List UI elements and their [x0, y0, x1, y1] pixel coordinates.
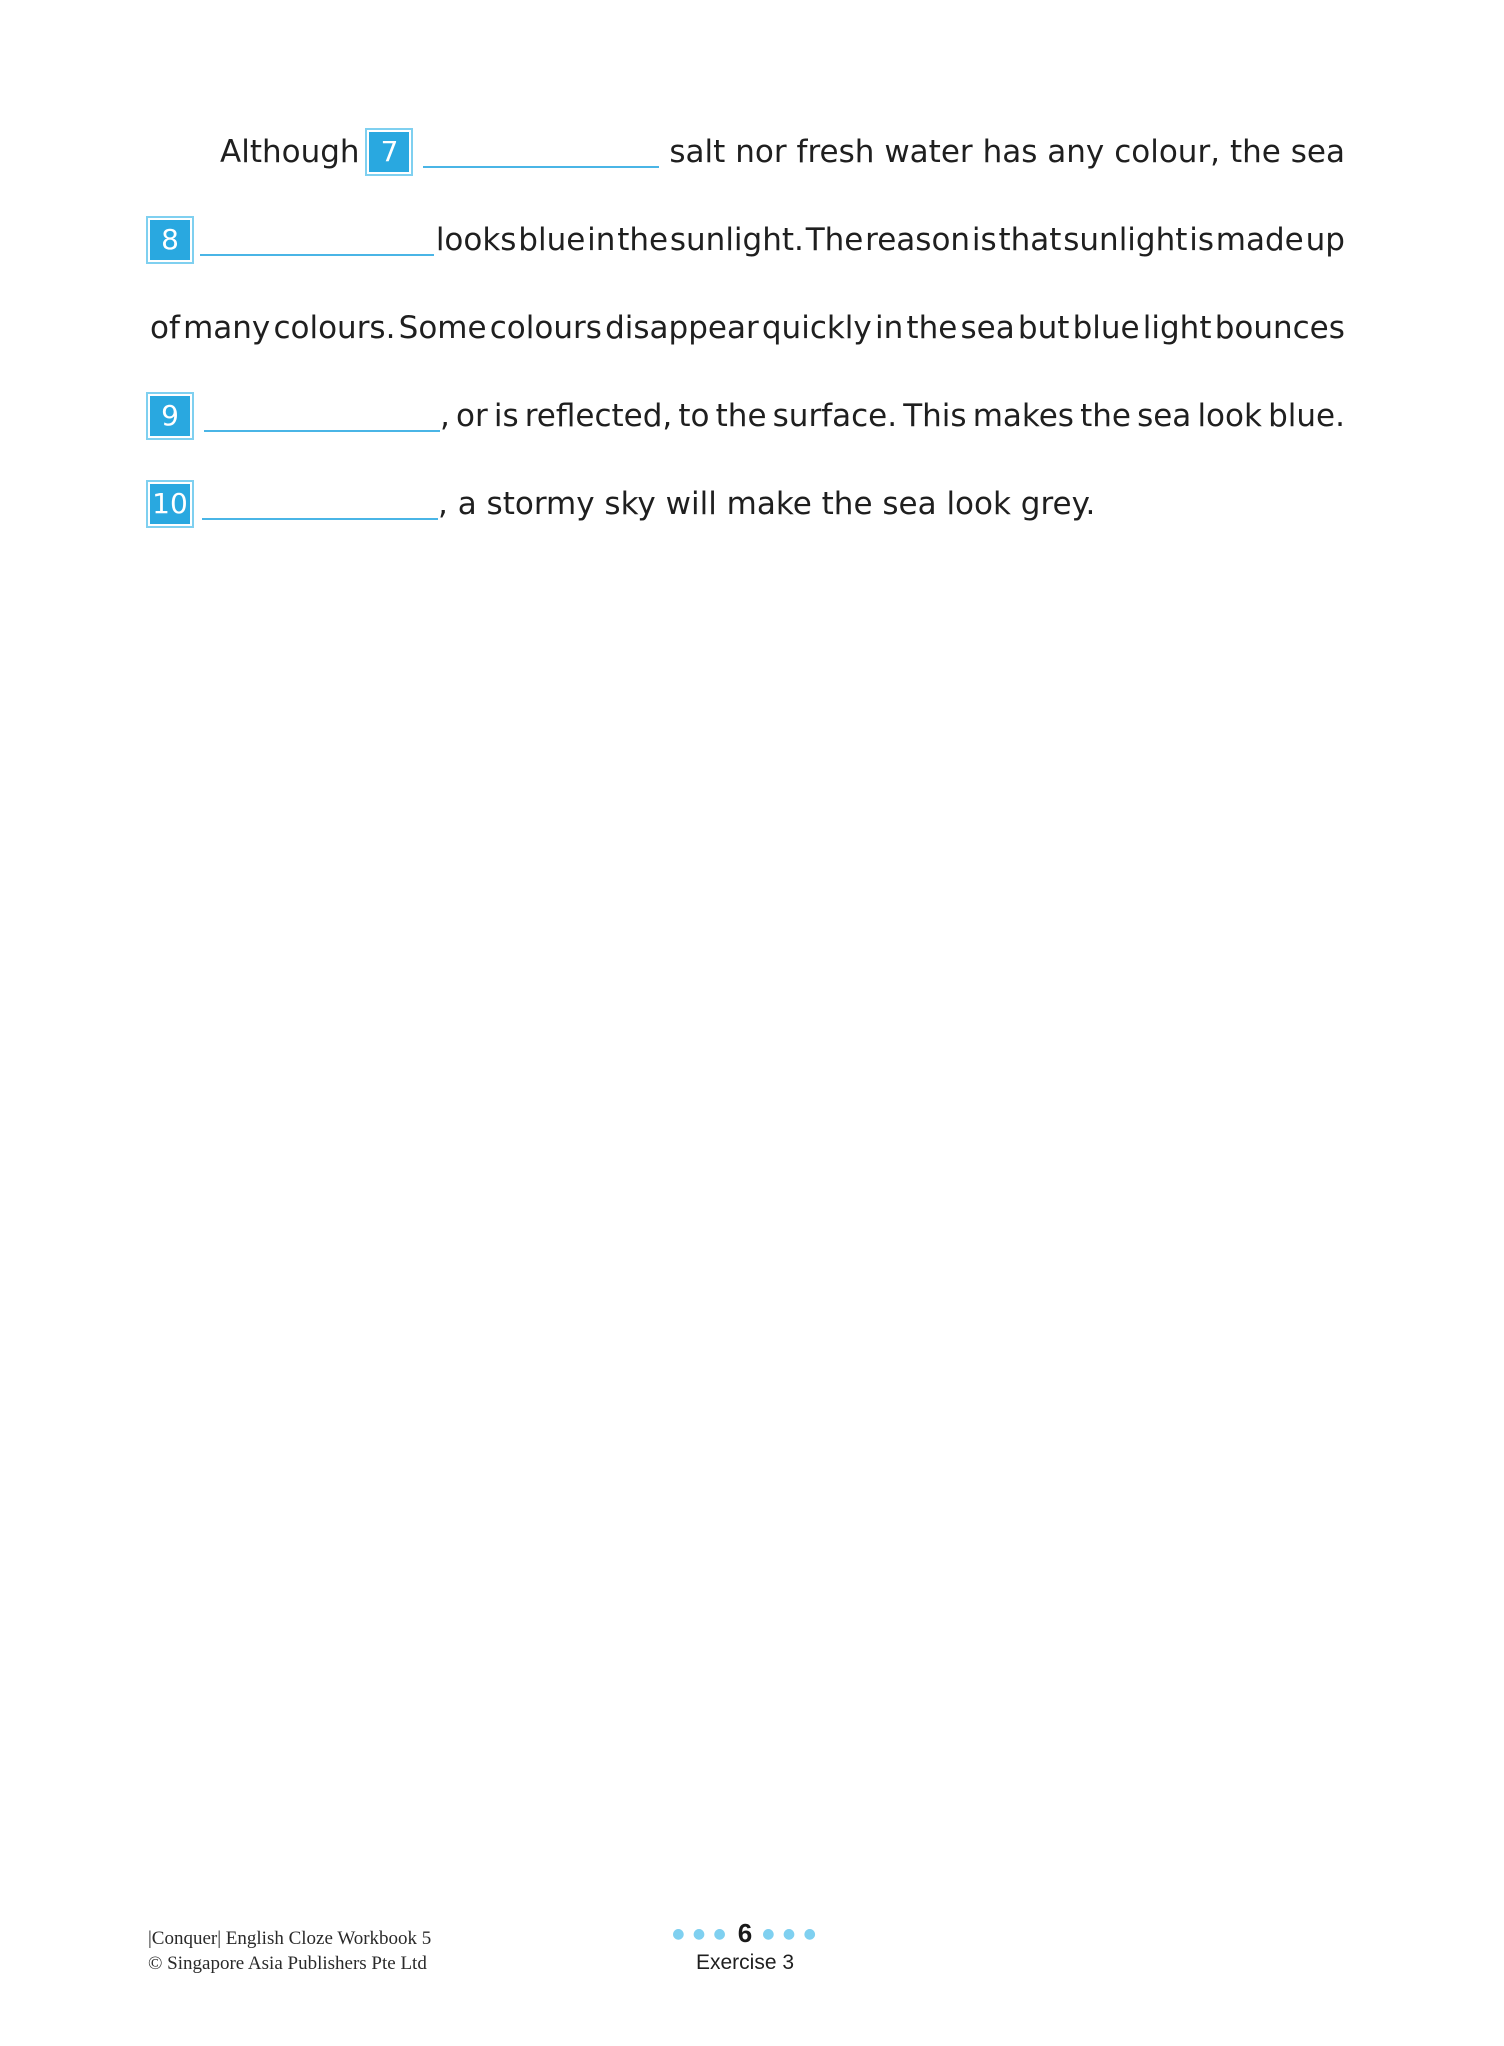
passage-word: sea: [1137, 398, 1192, 434]
answer-blank-7[interactable]: [423, 136, 659, 168]
passage-line-5: [150, 482, 1345, 526]
passage-word: salt: [669, 134, 726, 170]
passage-line-3: [150, 306, 1345, 350]
passage-word: The: [805, 222, 864, 258]
passage-word: nor: [735, 134, 787, 170]
passage-word: surface.: [772, 398, 898, 434]
page-number: 6: [737, 1918, 753, 1948]
passage-word: looks: [435, 222, 517, 258]
question-number-badge-10: 10: [150, 484, 190, 524]
passage-word: is: [1189, 222, 1214, 258]
passage-word: reflected,: [524, 398, 673, 434]
blank-group-7: [369, 132, 659, 172]
question-number-badge-7: 7: [369, 132, 409, 172]
passage-word: any: [1047, 134, 1105, 170]
passage-word: quickly: [761, 310, 872, 346]
blank-group-9: [150, 394, 450, 438]
passage-word: but: [1017, 310, 1070, 346]
question-number-badge-8: 8: [150, 220, 190, 260]
passage-word: reason: [865, 222, 971, 258]
decorative-dots-right-icon: ● ● ●: [762, 1925, 818, 1942]
passage-word: sunlight: [1063, 222, 1188, 258]
passage-word: that: [998, 222, 1062, 258]
passage-word: disappear: [605, 310, 759, 346]
exercise-label: Exercise 3: [695, 1951, 795, 1974]
passage-word: or: [455, 398, 488, 434]
passage-word: in: [587, 222, 616, 258]
passage-word: many: [183, 310, 271, 346]
passage-word: has: [982, 134, 1038, 170]
passage-text: , a stormy sky will make the sea look grey.: [438, 486, 1096, 522]
passage-word: colour,: [1114, 134, 1221, 170]
passage-word: water: [884, 134, 973, 170]
passage-word: ,: [440, 398, 450, 434]
passage-word: made: [1215, 222, 1304, 258]
passage-word: light: [1142, 310, 1212, 346]
passage-word: Some: [398, 310, 487, 346]
passage-word: the: [617, 222, 669, 258]
passage-word: the: [1229, 134, 1281, 170]
book-title: |Conquer| English Cloze Workbook 5: [148, 1928, 432, 1949]
blank-group-8: [150, 220, 434, 260]
answer-blank-8[interactable]: [200, 224, 434, 256]
passage-word: colours.: [273, 310, 396, 346]
copyright-notice: © Singapore Asia Publishers Pte Ltd: [148, 1953, 427, 1974]
page-number-block: [640, 1918, 850, 1975]
passage-line-1: [220, 130, 1345, 174]
passage-word: blue.: [1268, 398, 1345, 434]
passage-word: look: [1197, 398, 1262, 434]
passage-word: of: [150, 310, 180, 346]
answer-blank-9[interactable]: [204, 400, 440, 432]
passage-word: is: [493, 398, 519, 434]
passage-word: sea: [1290, 134, 1345, 170]
passage-word: makes: [972, 398, 1074, 434]
passage-word: This: [903, 398, 967, 434]
passage-word: sea: [960, 310, 1015, 346]
passage-word: to: [678, 398, 710, 434]
passage-line-4: [150, 394, 1345, 438]
passage-word: colours: [489, 310, 602, 346]
page-number-row: [640, 1918, 850, 1949]
footer-credits: [148, 1926, 431, 1976]
passage-word: Although: [220, 134, 360, 170]
passage-word: the: [715, 398, 767, 434]
passage-word: the: [1080, 398, 1131, 434]
passage-word: the: [906, 310, 958, 346]
passage-word: in: [874, 310, 904, 346]
answer-blank-10[interactable]: [202, 488, 438, 520]
passage-word: bounces: [1214, 310, 1345, 346]
passage-word: blue: [1072, 310, 1140, 346]
passage-word: fresh: [796, 134, 875, 170]
passage-word: up: [1305, 222, 1345, 258]
passage-word: is: [971, 222, 997, 258]
decorative-dots-left-icon: ● ● ●: [672, 1925, 728, 1942]
passage-line-2: [150, 218, 1345, 262]
passage-word: blue: [518, 222, 586, 258]
passage-word: sunlight.: [669, 222, 804, 258]
question-number-badge-9: 9: [150, 396, 190, 436]
